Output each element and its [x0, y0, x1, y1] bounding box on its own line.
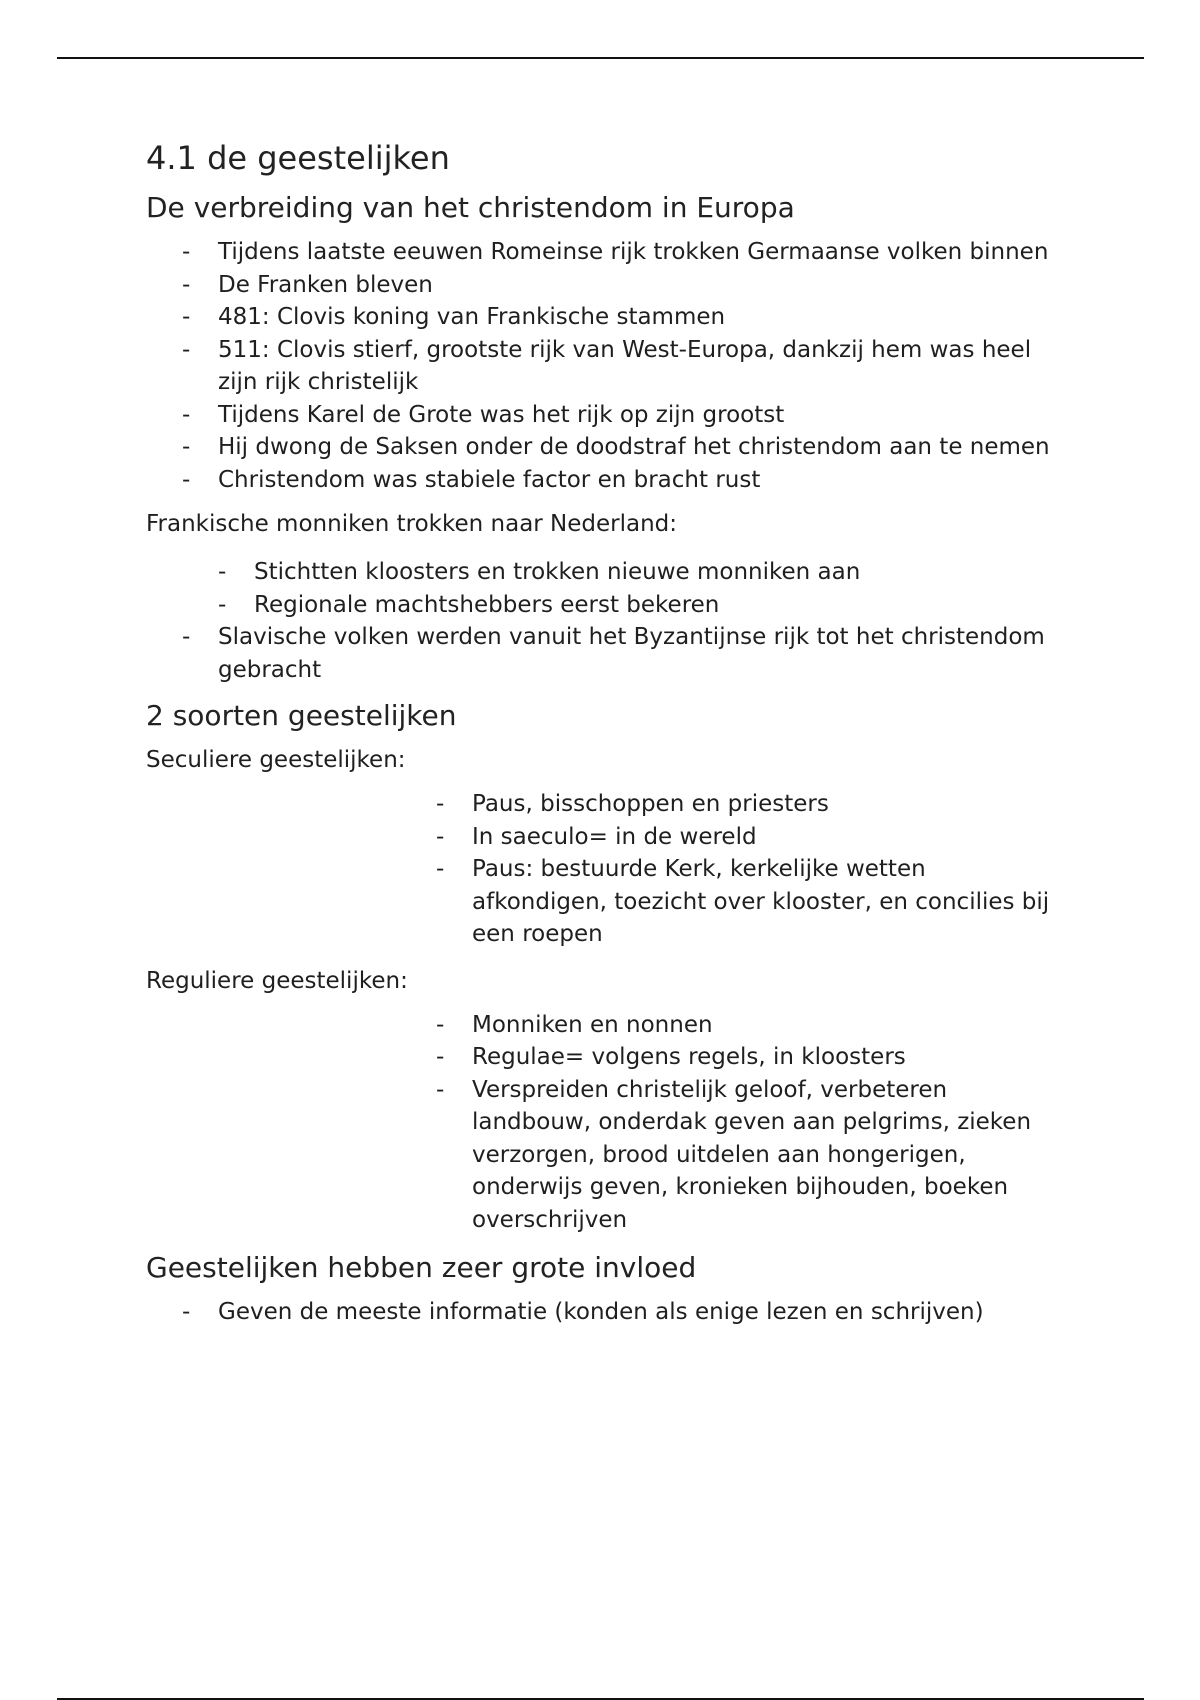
list-item: - Regionale machtshebbers eerst bekeren [146, 589, 1066, 622]
dash-marker: - [182, 271, 191, 298]
dash-marker: - [436, 1044, 445, 1070]
list-item: - 511: Clovis stierf, grootste rijk van West-Europa, dankzij hem was heel zijn rijk christelijk [146, 334, 1066, 399]
list-item: - Paus: bestuurde Kerk, kerkelijke wetten afkondigen, toezicht over klooster, en concilies bij een roepen [146, 853, 1066, 951]
dash-marker: - [182, 624, 191, 650]
dash-marker: - [182, 466, 191, 493]
paragraph-frankische-monniken: Frankische monniken trokken naar Nederland: [146, 511, 678, 537]
bullet-list-invloed [146, 1296, 1066, 1329]
page-title: 4.1 de geestelijken [146, 139, 450, 177]
list-item: - Hij dwong de Saksen onder de doodstraf het christendom aan te nemen [146, 431, 1066, 464]
dash-marker: - [182, 1299, 191, 1325]
dash-marker: - [182, 434, 191, 460]
bullet-list-seculiere [146, 788, 1066, 951]
list-item: - Verspreiden christelijk geloof, verbeteren landbouw, onderdak geven aan pelgrims, zieken verzorgen, brood uitdelen aan hongerigen, onderwijs geven, kronieken bijhouden, boeken overschrijven [146, 1074, 1066, 1237]
list-item: - Slavische volken werden vanuit het Byzantijnse rijk tot het christendom gebracht [146, 621, 1066, 686]
sub-bullet-list-monniken [146, 556, 1066, 621]
bullet-list-reguliere [146, 1009, 1066, 1237]
label-reguliere: Reguliere geestelijken: [146, 967, 408, 994]
list-item: - Monniken en nonnen [146, 1009, 1066, 1042]
label-seculiere: Seculiere geestelijken: [146, 747, 406, 773]
dash-marker: - [182, 304, 191, 330]
section-heading-soorten: 2 soorten geestelijken [146, 699, 457, 732]
dash-marker: - [218, 559, 227, 585]
section-heading-verbreiding: De verbreiding van het christendom in Europa [146, 191, 795, 224]
dash-marker: - [182, 239, 191, 265]
header-rule [57, 57, 1144, 59]
dash-marker: - [182, 401, 191, 428]
document-body [146, 138, 1066, 1341]
section-heading-invloed: Geestelijken hebben zeer grote invloed [146, 1251, 697, 1284]
list-item: - In saeculo= in de wereld [146, 821, 1066, 854]
list-item: - Tijdens laatste eeuwen Romeinse rijk trokken Germaanse volken binnen [146, 236, 1066, 269]
list-item: - 481: Clovis koning van Frankische stammen [146, 301, 1066, 334]
list-item: - Christendom was stabiele factor en bracht rust [146, 464, 1066, 497]
bullet-list-verbreiding [146, 236, 1066, 496]
dash-marker: - [182, 336, 191, 363]
dash-marker: - [436, 1011, 445, 1038]
dash-marker: - [436, 1076, 445, 1103]
bullet-list-slavische [146, 621, 1066, 686]
dash-marker: - [436, 823, 445, 850]
dash-marker: - [218, 591, 227, 618]
list-item: - Paus, bisschoppen en priesters [146, 788, 1066, 821]
list-item: - De Franken bleven [146, 269, 1066, 302]
dash-marker: - [436, 856, 445, 882]
list-item: - Regulae= volgens regels, in kloosters [146, 1041, 1066, 1074]
list-item: - Stichtten kloosters en trokken nieuwe monniken aan [146, 556, 1066, 589]
dash-marker: - [436, 791, 445, 817]
list-item: - Geven de meeste informatie (konden als enige lezen en schrijven) [146, 1296, 1066, 1329]
list-item: - Tijdens Karel de Grote was het rijk op zijn grootst [146, 399, 1066, 432]
